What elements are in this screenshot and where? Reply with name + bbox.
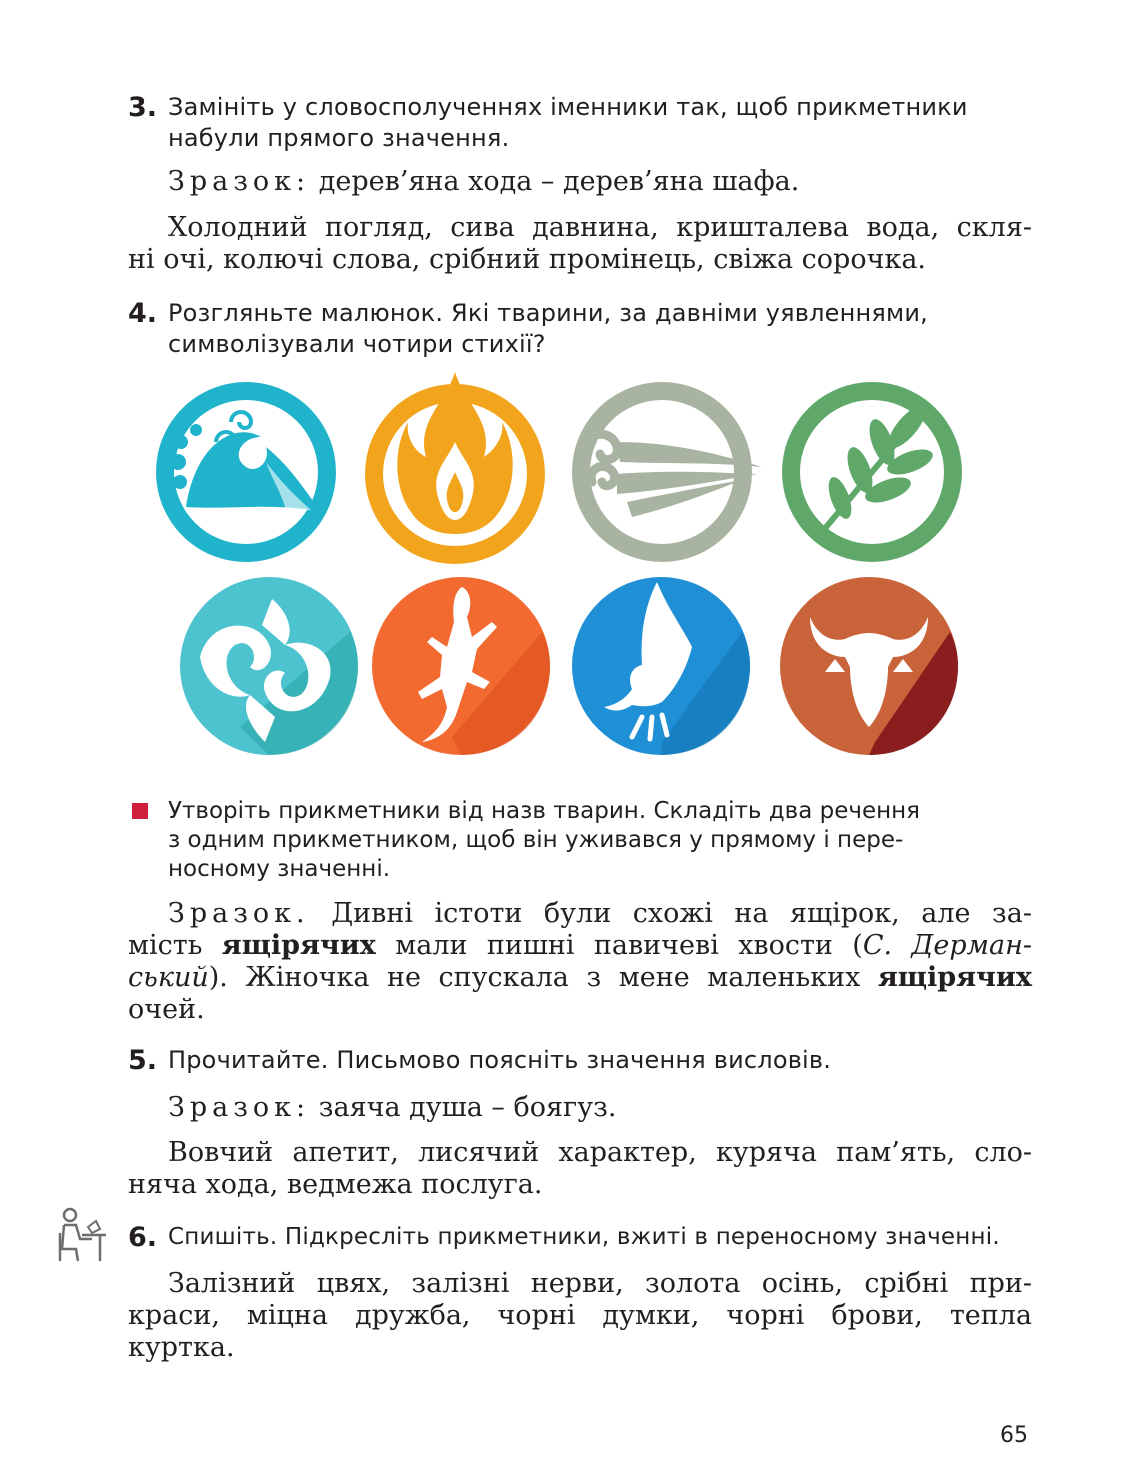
bullet-task-sample — [128, 898, 1032, 1026]
task-number: 4. — [128, 298, 158, 329]
bull-icon — [780, 577, 958, 755]
instruction-line: символізували чотири стихії? — [168, 330, 546, 358]
instruction-line: Розгляньте малюнок. Які тварини, за давніми уявленнями, — [168, 299, 928, 327]
author-name: ський — [128, 962, 209, 993]
task-instruction — [128, 1222, 1048, 1253]
sample-label: Зразок: — [168, 166, 311, 197]
bold-word: ящірячих — [877, 962, 1032, 993]
sample-text: ). Жіночка не спускала з мене маленьких — [208, 962, 878, 993]
bullet-task — [132, 797, 992, 884]
body-line: Холодний погляд, сива давнина, кришталева вода, скля- — [168, 212, 1032, 243]
task-instruction — [128, 1045, 1028, 1076]
sample-line — [128, 898, 1032, 930]
task-instruction — [128, 298, 1028, 360]
instruction-line: набули прямого значення. — [168, 124, 510, 152]
sample-text: заяча душа – боягуз. — [318, 1092, 617, 1123]
sample-text: мали пишні павичеві хвости ( — [375, 930, 863, 961]
water-wave-icon — [156, 382, 336, 562]
task-5-sample — [128, 1092, 1072, 1124]
instruction-line: носному значенні. — [168, 856, 391, 882]
lizard-icon — [372, 577, 550, 755]
body-line: куртка. — [128, 1332, 235, 1363]
instruction-line: Прочитайте. Письмово поясніть значення висловів. — [168, 1046, 832, 1074]
task-number: 6. — [128, 1222, 158, 1253]
author-name: С. Дерман- — [862, 930, 1033, 961]
task-5-body — [128, 1137, 1032, 1201]
instruction-line: Замініть у словосполученнях іменники так, щоб прикметники — [168, 93, 968, 121]
page-number: 65 — [1000, 1423, 1028, 1448]
eagle-icon — [572, 577, 750, 755]
sample-label: Зразок: — [168, 1092, 311, 1123]
task-5 — [128, 1045, 1028, 1076]
sample-text: Дивні істоти були схожі на ящірок, але за- — [331, 898, 1032, 929]
task-3-body — [128, 212, 1032, 276]
task-3-sample — [128, 166, 1072, 198]
sample-line: очей. — [128, 994, 205, 1025]
fire-flame-icon — [364, 372, 546, 564]
task-6 — [128, 1222, 1048, 1253]
task-instruction — [128, 92, 1028, 154]
body-line: краси, міцна дружба, чорні думки, чорні брови, тепла — [128, 1300, 1032, 1331]
task-4 — [128, 298, 1028, 360]
body-line: ні очі, колючі слова, срібний промінець, свіжа сорочка. — [128, 244, 927, 275]
sample-label: Зразок. — [168, 898, 310, 929]
writing-task-icon — [56, 1207, 108, 1263]
instruction-line: Спишіть. Підкресліть прикметники, вжиті в переносному значенні. — [168, 1224, 1000, 1250]
wind-air-icon — [572, 382, 762, 562]
sample-text: мість — [128, 930, 222, 961]
body-line: няча хода, ведмежа послуга. — [128, 1169, 543, 1200]
instruction-line: з одним прикметником, щоб він уживався у прямому і пере- — [168, 827, 904, 853]
sample-line — [128, 962, 1032, 994]
bold-word: ящірячих — [221, 930, 376, 961]
earth-leaf-icon — [782, 382, 962, 562]
task-6-body — [128, 1268, 1032, 1364]
sample-text: дерев’яна хода – дерев’яна шафа. — [318, 166, 800, 197]
task-number: 3. — [128, 92, 158, 123]
bullet-instruction — [132, 797, 992, 884]
body-line: Залізний цвях, залізні нерви, золота осінь, срібні при- — [168, 1268, 1032, 1299]
sample-line — [128, 930, 1032, 962]
task-3 — [128, 92, 1028, 154]
instruction-line: Утворіть прикметники від назв тварин. Складіть два речення — [168, 798, 921, 824]
elements-illustration — [150, 372, 970, 757]
body-line: Вовчий апетит, лисячий характер, куряча пам’ять, сло- — [168, 1137, 1032, 1168]
task-number: 5. — [128, 1045, 158, 1076]
fish-icon — [180, 577, 358, 755]
bullet-square-icon — [132, 803, 148, 819]
